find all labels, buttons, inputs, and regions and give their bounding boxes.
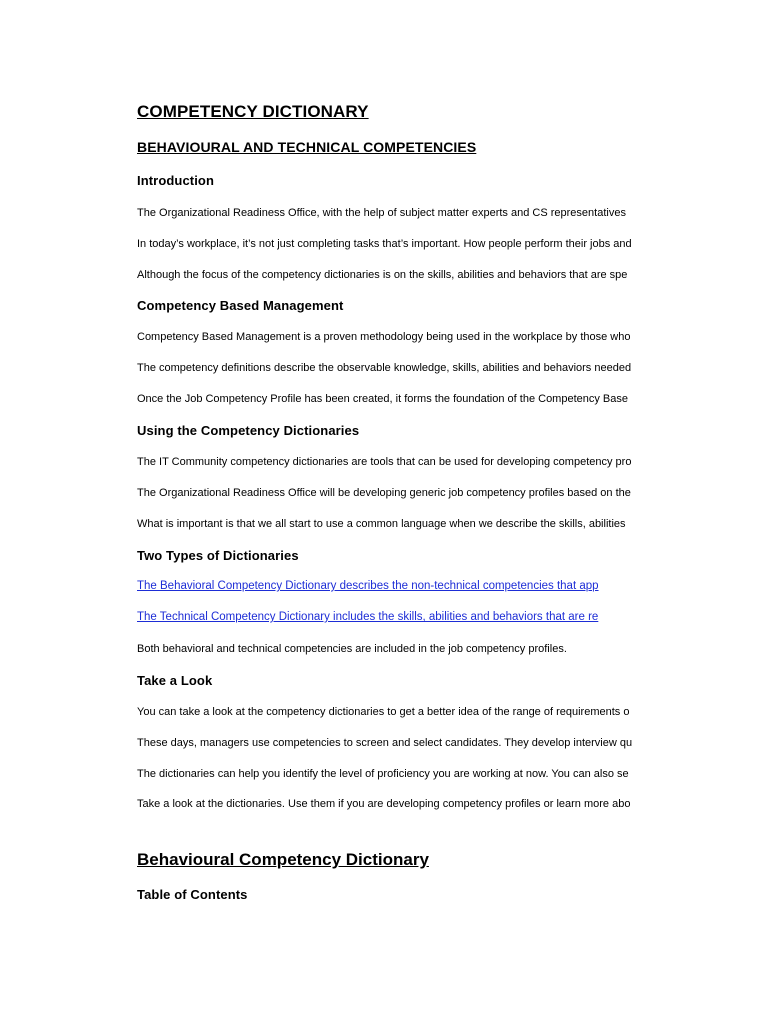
behavioural-dictionary-heading: Behavioural Competency Dictionary bbox=[137, 850, 429, 869]
paragraph: The Organizational Readiness Office will be developing generic job competency profiles based on the bbox=[137, 487, 631, 499]
paragraph: The competency definitions describe the observable knowledge, skills, abilities and behaviors needed bbox=[137, 362, 632, 374]
behavioral-dictionary-link[interactable]: The Behavioral Competency Dictionary describes the non-technical competencies that app bbox=[137, 580, 599, 592]
table-of-contents-heading: Table of Contents bbox=[137, 887, 248, 902]
paragraph: The IT Community competency dictionaries are tools that can be used for developing competency pro bbox=[137, 456, 632, 468]
section-heading-take-a-look: Take a Look bbox=[137, 673, 213, 688]
section-heading-competency-based-management: Competency Based Management bbox=[137, 298, 344, 313]
paragraph: Both behavioral and technical competencies are included in the job competency profiles. bbox=[137, 643, 567, 655]
document-page bbox=[137, 0, 656, 1024]
paragraph: The Organizational Readiness Office, with the help of subject matter experts and CS representatives bbox=[137, 207, 626, 219]
section-heading-using-dictionaries: Using the Competency Dictionaries bbox=[137, 423, 360, 438]
paragraph: These days, managers use competencies to screen and select candidates. They develop interview qu bbox=[137, 737, 633, 749]
paragraph: In today’s workplace, it’s not just completing tasks that’s important. How people perform their jobs and bbox=[137, 238, 632, 250]
paragraph: You can take a look at the competency dictionaries to get a better idea of the range of requirements o bbox=[137, 706, 630, 718]
paragraph: Once the Job Competency Profile has been created, it forms the foundation of the Competency Base bbox=[137, 393, 629, 405]
technical-dictionary-link[interactable]: The Technical Competency Dictionary includes the skills, abilities and behaviors that are re bbox=[137, 611, 599, 623]
section-heading-introduction: Introduction bbox=[137, 173, 215, 188]
paragraph: What is important is that we all start to use a common language when we describe the skills, abilities bbox=[137, 518, 626, 530]
paragraph: Although the focus of the competency dictionaries is on the skills, abilities and behaviors that are spe bbox=[137, 269, 628, 281]
paragraph: Take a look at the dictionaries. Use them if you are developing competency profiles or learn more abo bbox=[137, 798, 631, 810]
document-title: COMPETENCY DICTIONARY bbox=[137, 102, 369, 121]
paragraph: The dictionaries can help you identify the level of proficiency you are working at now. You can also se bbox=[137, 768, 629, 780]
document-subtitle: BEHAVIOURAL AND TECHNICAL COMPETENCIES bbox=[137, 139, 477, 155]
paragraph: Competency Based Management is a proven methodology being used in the workplace by those who bbox=[137, 331, 631, 343]
section-heading-two-types: Two Types of Dictionaries bbox=[137, 548, 299, 563]
